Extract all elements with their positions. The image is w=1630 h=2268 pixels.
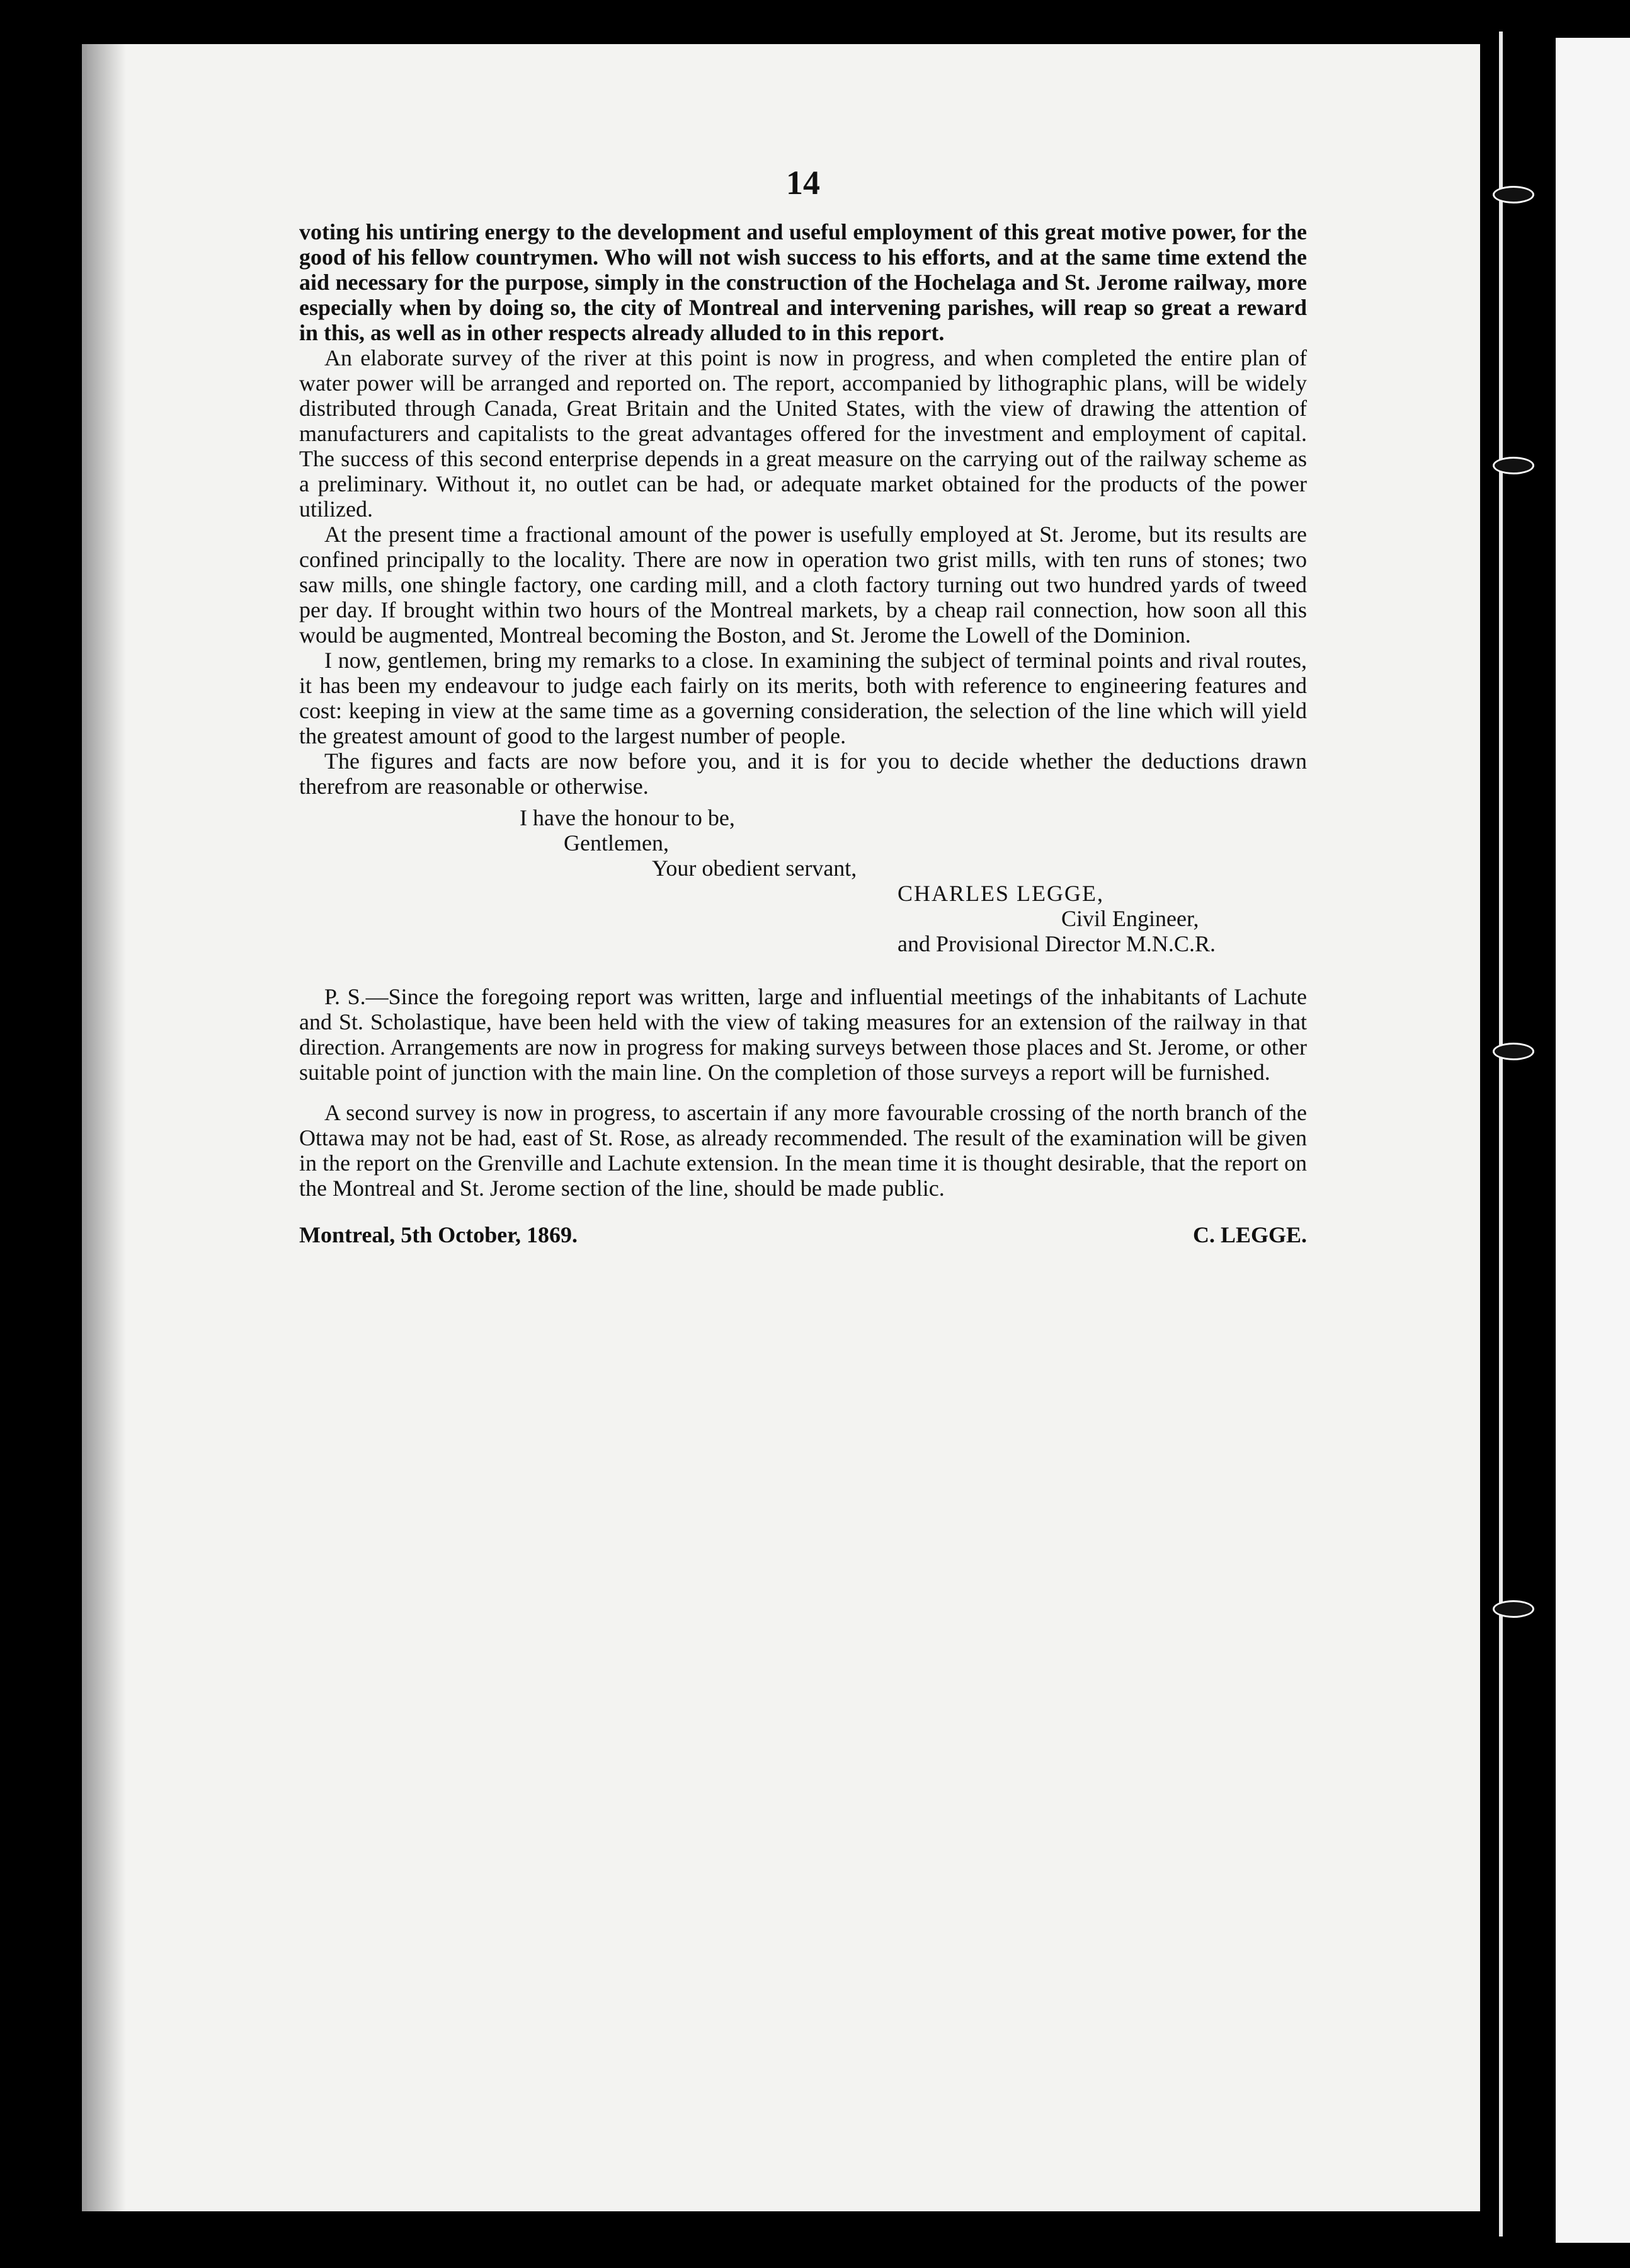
signatory-title: Civil Engineer, bbox=[1061, 906, 1199, 931]
binding-stitch bbox=[1493, 186, 1534, 203]
binding-line bbox=[1499, 32, 1503, 2236]
closing-line: I have the honour to be, bbox=[520, 805, 735, 830]
paragraph-5: The figures and facts are now before you, and it is for you to decide whether the deductions drawn therefrom are reasonable or otherwise. bbox=[299, 748, 1307, 799]
signatory-name: CHARLES LEGGE, bbox=[898, 881, 1104, 906]
footer bbox=[299, 1222, 1307, 1247]
binding-stitch bbox=[1493, 457, 1534, 474]
page-gutter-shadow bbox=[82, 44, 126, 2211]
facing-page-strip bbox=[1556, 38, 1630, 2243]
paragraph-3: At the present time a fractional amount of the power is usefully employed at St. Jerome, but its results are confined principally to the locality. There are now in operation two grist mills, with ten runs of stones; two saw mills, one shingle factory, one carding mill, and a cloth factory turning out two hundred yards of tweed per day. If brought within two hours of the Montreal markets, by a cheap rail connection, how soon all this would be augmented, Montreal becoming the Boston, and St. Jerome the Lowell of the Dominion. bbox=[299, 522, 1307, 648]
paragraph-1: voting his untiring energy to the development and useful employment of this great motive power, for the good of his fellow countrymen. Who will not wish success to his efforts, and at the same time extend the aid necessary for the purpose, simply in the construction of the Hochelaga and St. Jerome railway, more especially when by doing so, the city of Montreal and intervening parishes, will reap so great a reward in this, as well as in other respects already alluded to in this report. bbox=[299, 219, 1307, 345]
binding-stitch bbox=[1493, 1600, 1534, 1618]
closing-servant: Your obedient servant, bbox=[652, 856, 857, 881]
footer-signature: C. LEGGE. bbox=[1192, 1222, 1307, 1247]
paragraph-4: I now, gentlemen, bring my remarks to a close. In examining the subject of terminal points and rival routes, it has been my endeavour to judge each fairly on its merits, both with reference to engineering features and cost: keeping in view at the same time as a governing consideration, the selection of the line which will yield the greatest amount of good to the largest number of people. bbox=[299, 648, 1307, 748]
page-text bbox=[299, 164, 1307, 1247]
page-number: 14 bbox=[786, 164, 820, 202]
binding-edge bbox=[1493, 32, 1543, 2236]
postscript-1: P. S.—Since the foregoing report was written, large and influential meetings of the inhabitants of Lachute and St. Scholastique, have been held with the view of taking measures for an extension of the railway in that direction. Arrangements are now in progress for making surveys between those places and St. Jerome, or other suitable point of junction with the main line. On the completion of those surveys a report will be furnished. bbox=[299, 984, 1307, 1085]
signatory-position: and Provisional Director M.N.C.R. bbox=[898, 931, 1216, 956]
postscript-2: A second survey is now in progress, to ascertain if any more favourable crossing of the north branch of the Ottawa may not be had, east of St. Rose, as already recommended. The result of the examination will be given in the report on the Grenville and Lachute extension. In the mean time it is thought desirable, that the report on the Montreal and St. Jerome section of the line, should be made public. bbox=[299, 1100, 1307, 1201]
paragraph-2: An elaborate survey of the river at this point is now in progress, and when completed the entire plan of water power will be arranged and reported on. The report, accompanied by lithographic plans, will be widely distributed through Canada, Great Britain and the United States, with the view of drawing the attention of manufacturers and capitalists to the great advantages offered for the investment and employment of capital. The success of this second enterprise depends in a great measure on the carrying out of the railway scheme as a preliminary. Without it, no outlet can be had, or adequate market obtained for the products of the power utilized. bbox=[299, 345, 1307, 522]
binding-stitch bbox=[1493, 1043, 1534, 1060]
letter-closing bbox=[299, 805, 1307, 956]
place-date: Montreal, 5th October, 1869. bbox=[299, 1222, 578, 1247]
closing-salutation: Gentlemen, bbox=[564, 830, 669, 856]
